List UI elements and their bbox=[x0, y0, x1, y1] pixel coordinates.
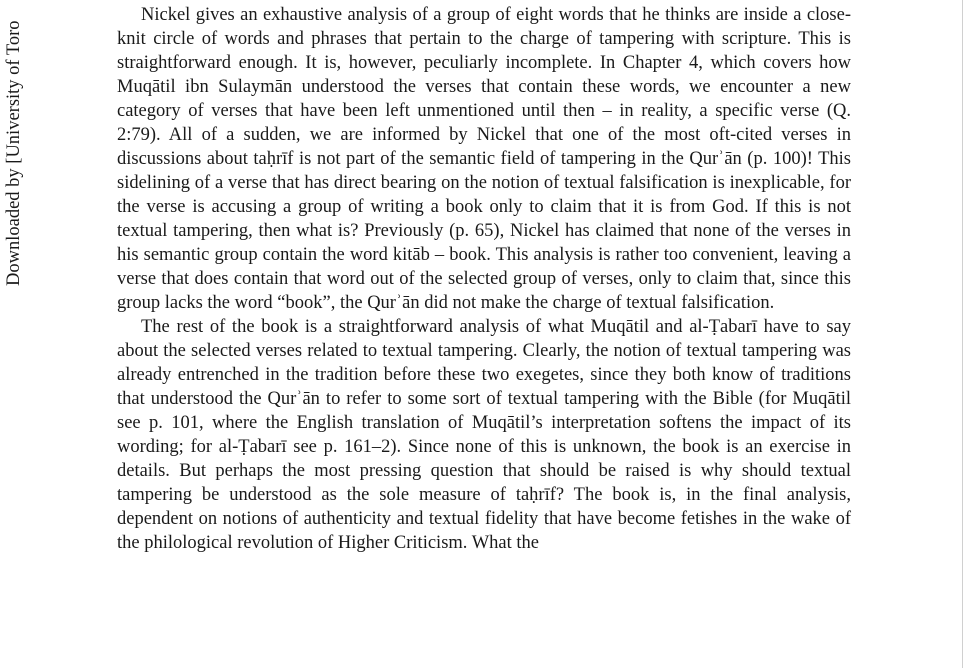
download-watermark bbox=[2, 0, 26, 300]
page-edge-divider bbox=[962, 0, 963, 668]
paragraph-2: The rest of the book is a straightforward analysis of what Muqātil and al-Ṭabarī have to say about the selected verses related to textual tampering. Clearly, the notion of textual tampering was already entrenched in the tradition before these two exegetes, since they both know of traditions that understood the Qurʾān to refer to some sort of textual tampering with the Bible (for Muqātil see p. 101, where the English translation of Muqātil’s interpretation softens the impact of its wording; for al-Ṭabarī see p. 161–2). Since none of this is unknown, the book is an exercise in details. But perhaps the most pressing question that should be raised is why should textual tampering be understood as the sole measure of taḥrīf? The book is, in the final analysis, dependent on notions of authenticity and textual fidelity that have become fetishes in the wake of the philological revolution of Higher Criticism. What the bbox=[117, 317, 851, 553]
document-body bbox=[117, 3, 851, 555]
paragraph-1: Nickel gives an exhaustive analysis of a group of eight words that he thinks are inside a close-knit circle of words and phrases that pertain to the charge of tampering with scripture. This is straightforward enough. It is, however, peculiarly incomplete. In Chapter 4, which covers how Muqātil ibn Sulaymān understood the verses that contain these words, we encounter a new category of verses that have been left unmentioned until then – in reality, a specific verse (Q. 2:79). All of a sudden, we are informed by Nickel that one of the most oft-cited verses in discussions about taḥrīf is not part of the semantic field of tampering in the Qurʾān (p. 100)! This sidelining of a verse that has direct bearing on the notion of textual falsification is inexplicable, for the verse is accusing a group of writing a book only to claim that it is from God. If this is not textual tampering, then what is? Previously (p. 65), Nickel has claimed that none of the verses in his semantic group contain the word kitāb – book. This analysis is rather too convenient, leaving a verse that does contain that word out of the selected group of verses, only to claim that, since this group lacks the word “book”, the Qurʾān did not make the charge of textual falsification. bbox=[117, 5, 851, 313]
download-notice-text: Downloaded by [University of Toro bbox=[4, 20, 24, 286]
